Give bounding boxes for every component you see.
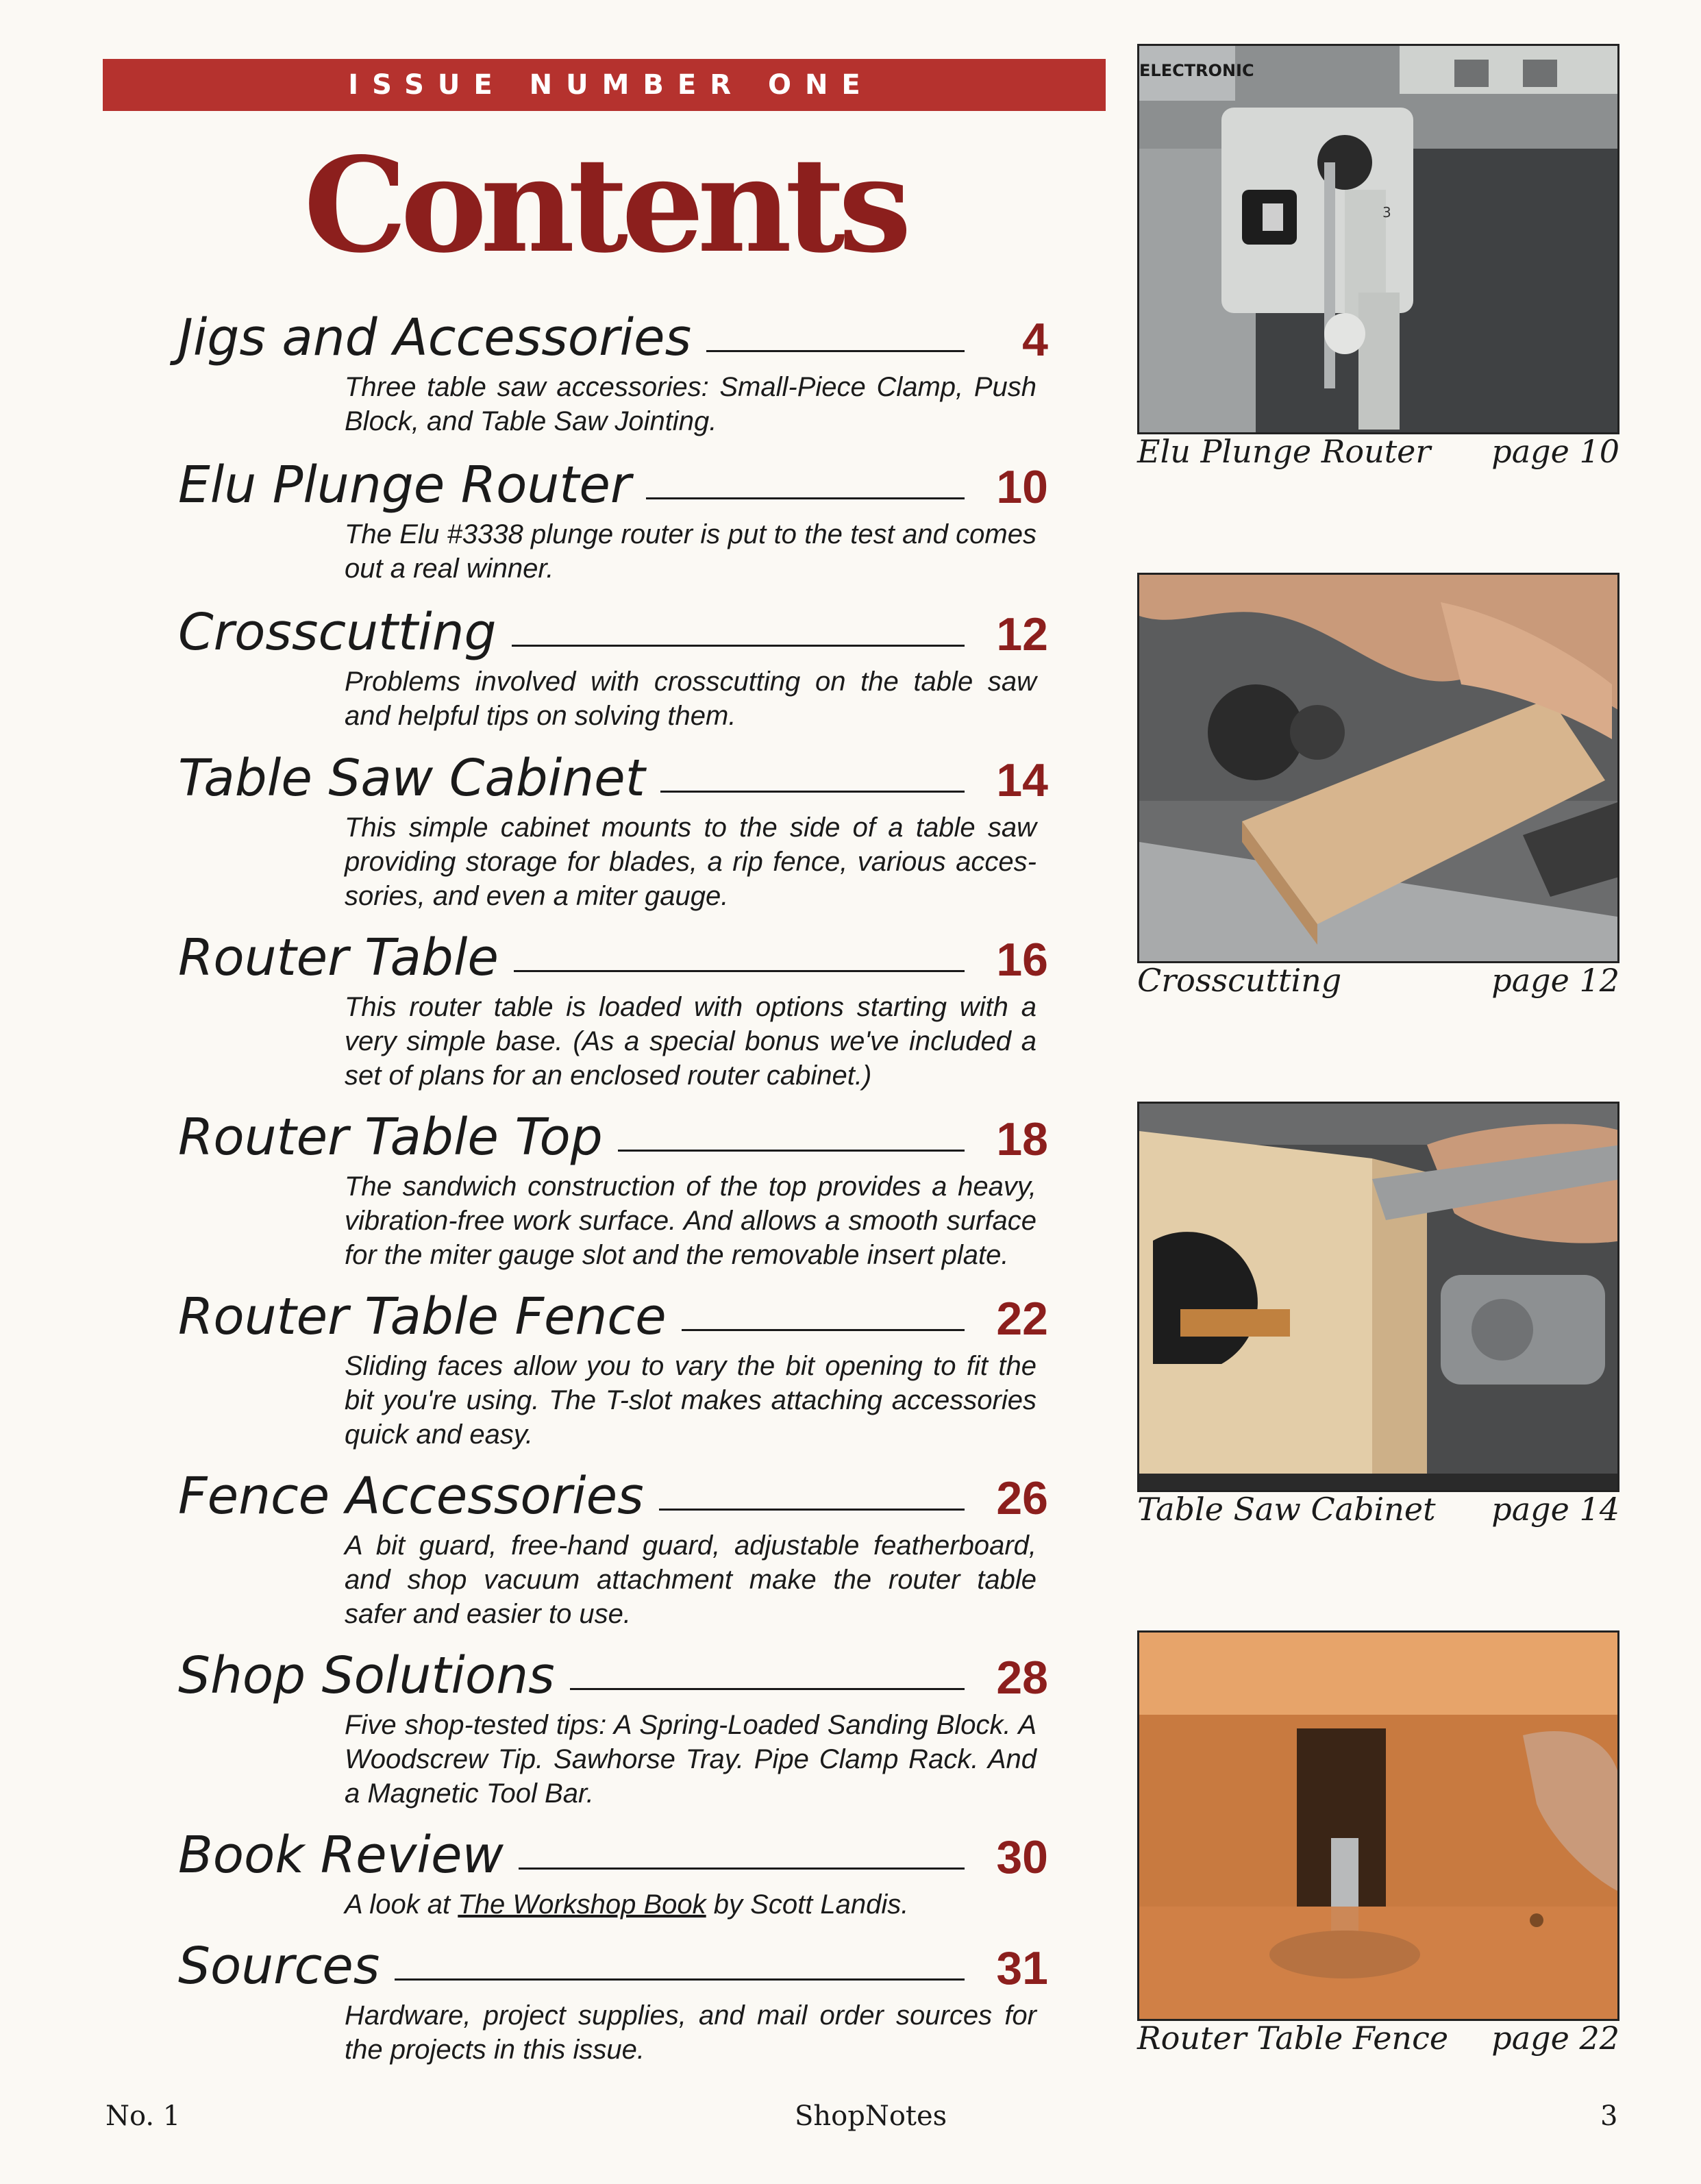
toc-entry-sources[interactable]: [178, 1923, 1048, 2070]
toc-entry-title: Shop Solutions: [178, 1646, 555, 1705]
caption-title: Table Saw Cabinet: [1137, 1491, 1436, 1528]
toc-entry-description: A bit guard, free-hand guard, adjustable featherboard, and shop vacuum attachment make the router table safer and easier to use.: [345, 1530, 1036, 1629]
page-title: Contents: [303, 129, 905, 282]
toc-entry-book-review[interactable]: [178, 1812, 1048, 1923]
caption-crosscutting: [1137, 962, 1619, 1003]
issue-banner-text: ISSUE NUMBER ONE: [348, 69, 874, 101]
toc-entry-title: Crosscutting: [178, 603, 497, 662]
toc-entry-fence-accessories[interactable]: [178, 1453, 1048, 1633]
toc-entry-page: 22: [996, 1293, 1048, 1345]
toc-entry-title: Fence Accessories: [178, 1467, 644, 1526]
fence-illustration: [1139, 1633, 1619, 2021]
caption-elu: [1137, 433, 1619, 474]
toc-entry-title: Sources: [178, 1937, 380, 1996]
toc-entry-description: Three table saw accessories: Small-Piece Clamp, Push Block, and Table Saw Jointing.: [345, 372, 1036, 436]
toc-entry-router-table[interactable]: [178, 915, 1048, 1094]
toc-entry-page: 16: [996, 934, 1048, 986]
leader-line: [660, 791, 965, 793]
book-title: The Workshop Book: [458, 1889, 706, 1920]
toc-entry-title: Router Table Top: [178, 1108, 603, 1167]
scale-label: 3: [1382, 204, 1391, 221]
issue-banner: [103, 59, 1106, 111]
toc-entry-page: 14: [996, 754, 1048, 806]
leader-line: [512, 645, 965, 647]
caption-title: Crosscutting: [1137, 962, 1342, 999]
desc-prefix: A look at: [345, 1889, 458, 1920]
leader-line: [659, 1509, 965, 1511]
footer-issue: No. 1: [105, 2100, 181, 2132]
photo-elu-plunge-router: [1137, 44, 1619, 434]
router-illustration: [1139, 46, 1619, 434]
leader-line: [682, 1329, 965, 1331]
toc-entry-elu[interactable]: [178, 442, 1048, 589]
toc-entry-crosscutting[interactable]: [178, 589, 1048, 735]
leader-line: [618, 1150, 965, 1152]
toc-entry-page: 10: [996, 461, 1048, 513]
photo-table-saw-cabinet: [1137, 1102, 1619, 1492]
toc-entry-page: 4: [1022, 314, 1048, 366]
leader-line: [395, 1978, 965, 1981]
toc-entry-description: Five shop-tested tips: A Spring-Loaded Sanding Block. A Woodscrew Tip. Sawhorse Tray. Pipe Clamp Rack. And a Magnetic Tool Bar.: [345, 1710, 1036, 1809]
toc-entry-page: 30: [996, 1831, 1048, 1883]
toc-entry-title: Book Review: [178, 1826, 504, 1885]
caption-title: Router Table Fence: [1137, 2020, 1449, 2057]
photo-crosscutting: [1137, 573, 1619, 963]
toc-entry-description: This router table is loaded with options starting with a very simple base. (As a special bonus we've included a set of plans for an enclosed router cabinet.): [345, 992, 1036, 1091]
toc-entry-description: Problems involved with crosscutting on the table saw and helpful tips on solving them.: [345, 667, 1036, 731]
toc-entry-title: Router Table Fence: [178, 1287, 667, 1346]
caption-page: page 10: [1491, 433, 1619, 470]
toc-entry-table-saw-cabinet[interactable]: [178, 735, 1048, 915]
toc-entry-description: Sliding faces allow you to vary the bit opening to fit the bit you're using. The T-slot makes attaching accessories quick and easy.: [345, 1351, 1036, 1450]
leader-line: [706, 350, 965, 352]
footer-magazine: ShopNotes: [795, 2100, 947, 2132]
leader-line: [514, 970, 965, 972]
toc-entry-description: Hardware, project supplies, and mail order sources for the projects in this issue.: [345, 2000, 1036, 2065]
toc-entry-description: The Elu #3338 plunge router is put to the test and comes out a real winner.: [345, 519, 1036, 584]
toc-entry-description: The sandwich construction of the top provides a heavy, vibration-free work surface. And allows a smooth surface for the miter gauge slot and the removable insert plate.: [345, 1171, 1036, 1270]
electronic-label: ELECTRONIC: [1139, 61, 1254, 80]
photo-router-table-fence: [1137, 1630, 1619, 2021]
toc-entry-description: [345, 1887, 1036, 1922]
cabinet-illustration: [1139, 1104, 1619, 1492]
toc-entry-page: 18: [996, 1113, 1048, 1165]
toc-entry-title: Table Saw Cabinet: [178, 749, 645, 808]
leader-line: [570, 1688, 965, 1690]
toc-entry-page: 31: [996, 1942, 1048, 1994]
toc-entry-router-table-top[interactable]: [178, 1094, 1048, 1274]
footer-page-number: 3: [1600, 2100, 1618, 2132]
desc-suffix: by Scott Landis.: [706, 1889, 909, 1920]
caption-page: page 14: [1491, 1491, 1619, 1528]
toc-entry-title: Jigs and Accessories: [178, 308, 692, 367]
toc-entry-shop-solutions[interactable]: [178, 1633, 1048, 1812]
toc-entry-page: 28: [996, 1652, 1048, 1704]
toc-entry-page: 26: [996, 1472, 1048, 1524]
toc-entry-jigs[interactable]: [178, 295, 1048, 442]
caption-table-saw-cabinet: [1137, 1491, 1619, 1532]
caption-page: page 22: [1491, 2020, 1619, 2057]
toc-entry-page: 12: [996, 608, 1048, 660]
caption-router-table-fence: [1137, 2020, 1619, 2061]
crosscutting-illustration: [1139, 575, 1619, 963]
leader-line: [519, 1867, 965, 1870]
caption-title: Elu Plunge Router: [1137, 433, 1431, 470]
toc-entry-description: This simple cabinet mounts to the side of a table saw providing storage for blades, a rip fence, various acces-sories, and even a miter gauge.: [345, 812, 1036, 911]
caption-page: page 12: [1491, 962, 1619, 999]
leader-line: [646, 497, 965, 499]
toc-entry-title: Router Table: [178, 928, 499, 987]
toc-entry-router-table-fence[interactable]: [178, 1274, 1048, 1453]
toc-entry-title: Elu Plunge Router: [178, 456, 632, 514]
table-of-contents: [178, 295, 1048, 2070]
